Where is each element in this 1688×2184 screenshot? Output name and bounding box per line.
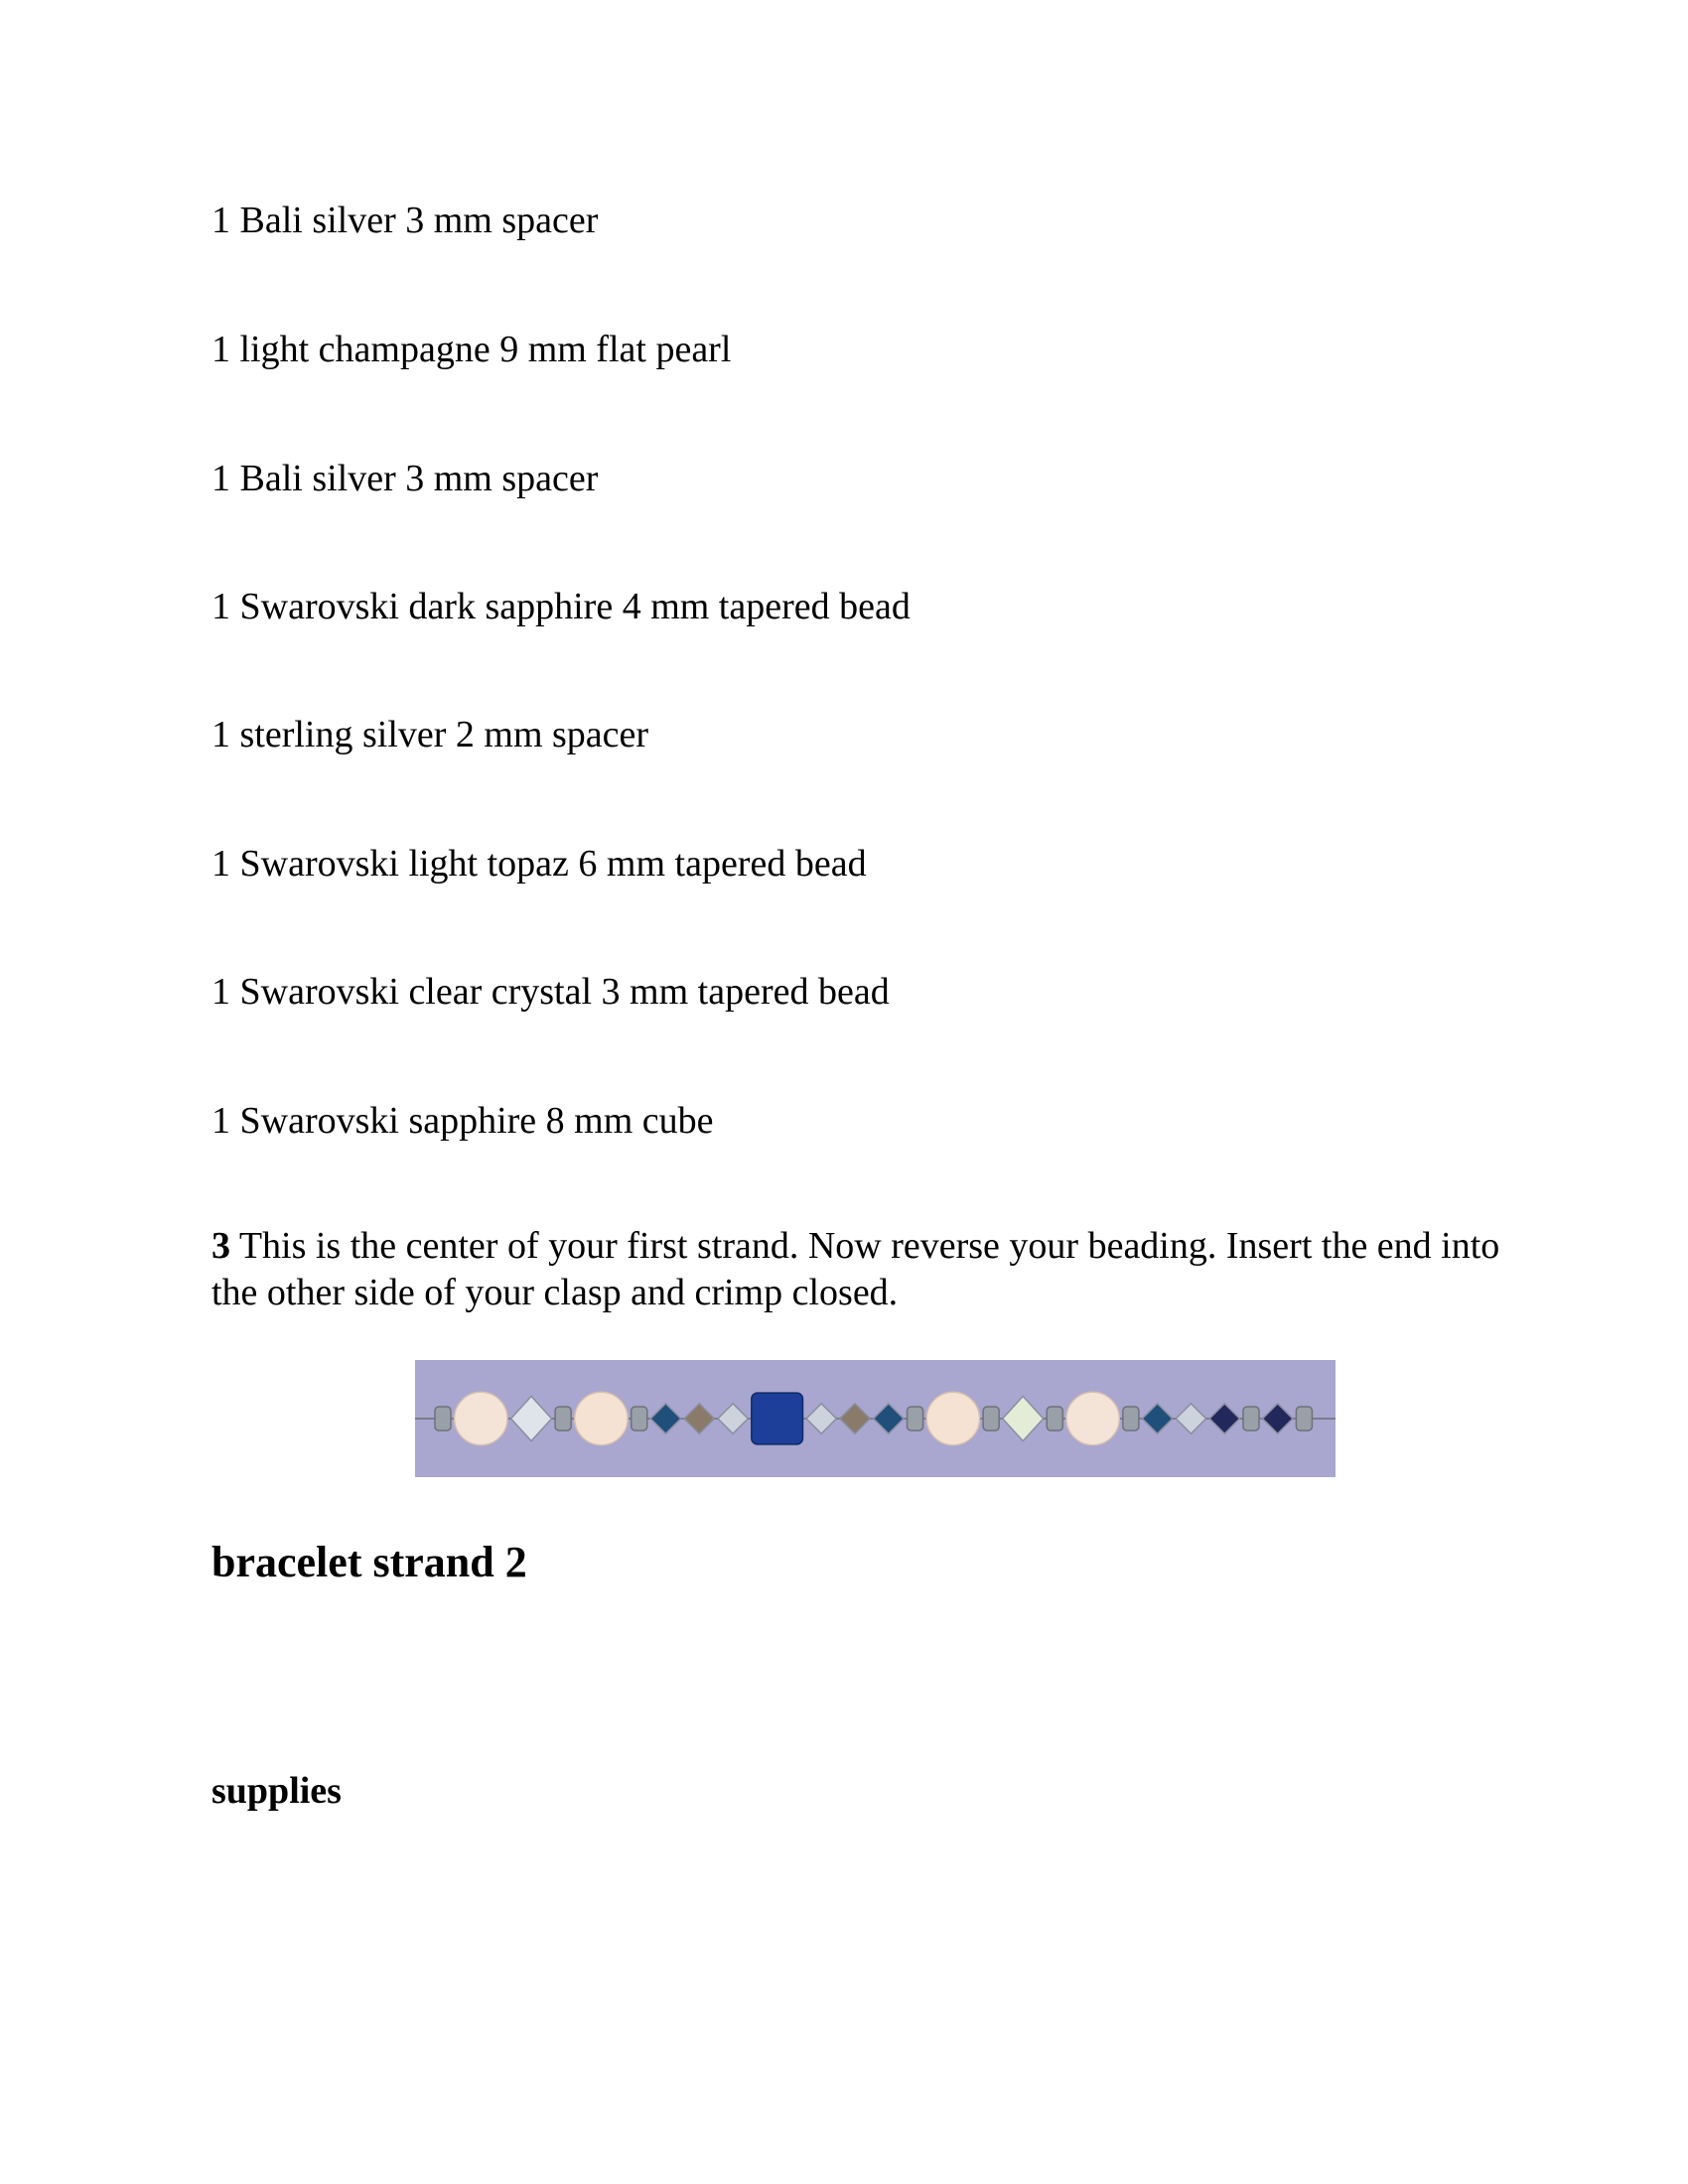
bead-pearl xyxy=(926,1392,979,1444)
supply-item: 1 light champagne 9 mm flat pearl xyxy=(211,329,732,370)
step-3-paragraph xyxy=(211,1223,1502,1316)
bead-spacer xyxy=(555,1407,571,1431)
bead-cube xyxy=(752,1393,803,1444)
bead-spacer xyxy=(1123,1407,1139,1431)
bead-pearl xyxy=(455,1392,507,1444)
supply-item: 1 sterling silver 2 mm spacer xyxy=(211,714,649,755)
bead-spacer xyxy=(1296,1407,1312,1431)
supplies-heading: supplies xyxy=(211,1770,342,1812)
step-number: 3 xyxy=(211,1225,230,1267)
bead-spacer xyxy=(435,1407,451,1431)
supply-item: 1 Swarovski clear crystal 3 mm tapered bead xyxy=(211,971,890,1013)
bead-pearl xyxy=(1066,1392,1119,1444)
supply-item: 1 Bali silver 3 mm spacer xyxy=(211,200,599,241)
supply-item: 1 Swarovski dark sapphire 4 mm tapered bead xyxy=(211,586,911,627)
supply-item: 1 Swarovski light topaz 6 mm tapered bead xyxy=(211,843,867,885)
bead-spacer xyxy=(1243,1407,1259,1431)
bracelet-strand-photo xyxy=(415,1360,1336,1477)
bead-pearl xyxy=(575,1392,628,1444)
supply-item: 1 Swarovski sapphire 8 mm cube xyxy=(211,1100,714,1142)
bead-spacer xyxy=(908,1407,923,1431)
section-heading: bracelet strand 2 xyxy=(211,1538,527,1586)
bead-spacer xyxy=(983,1407,999,1431)
step-text: This is the center of your first strand. Now reverse your beading. Insert the end into the other side of your clasp and crimp closed. xyxy=(211,1225,1500,1313)
bead-spacer xyxy=(632,1407,647,1431)
bead-spacer xyxy=(1047,1407,1062,1431)
bead-strand-image xyxy=(415,1360,1336,1477)
supply-item: 1 Bali silver 3 mm spacer xyxy=(211,458,599,499)
